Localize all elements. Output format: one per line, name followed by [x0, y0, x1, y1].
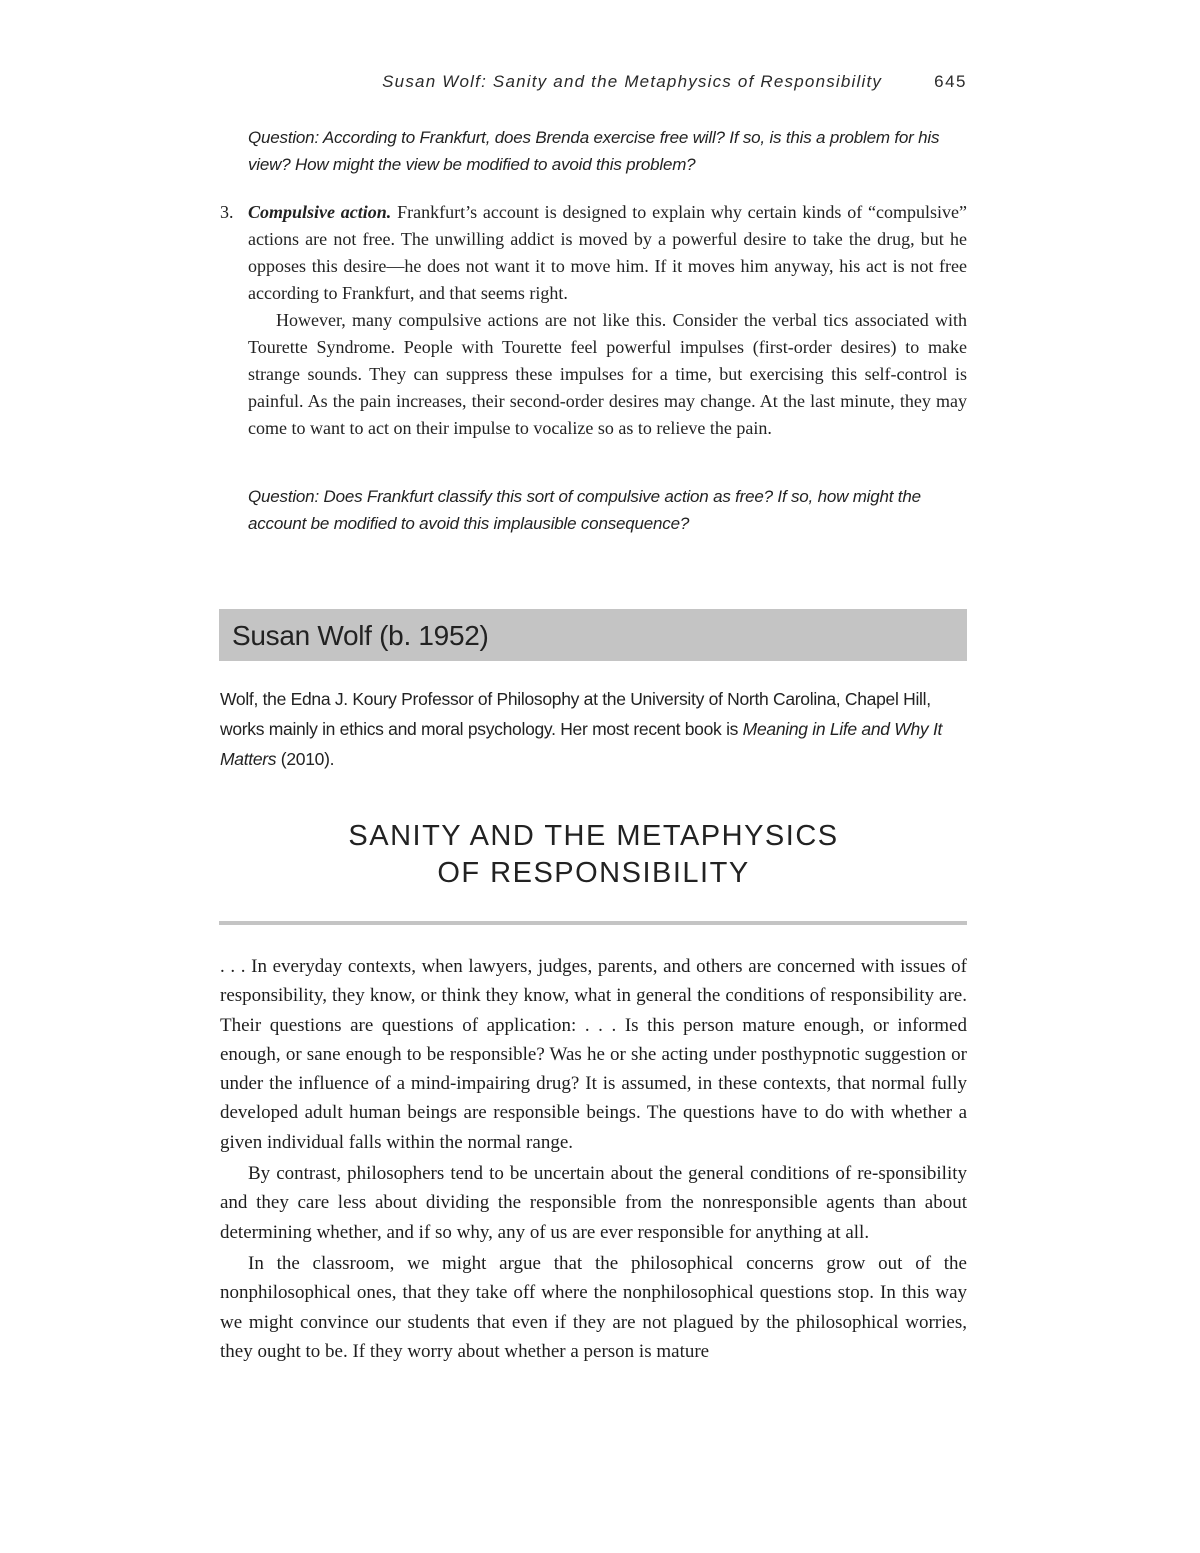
title-divider: [219, 921, 967, 925]
essay-title: [220, 818, 967, 892]
item-paragraph-1-text: Frankfurt’s account is designed to explain why certain kinds of “compulsive” actions are not free. The unwilling addict is moved by a powerful desire to take the drug, but he opposes this desire—he does not want it to move him. If it moves him anyway, his act is not free according to Frankfurt, and that seems right.: [248, 202, 968, 303]
essay-title-line-1: SANITY AND THE METAPHYSICS: [348, 820, 839, 852]
essay-title-line-2: OF RESPONSIBILITY: [437, 857, 750, 889]
book-title: Meaning in Life and Why It Matters: [220, 719, 943, 769]
author-heading: Susan Wolf (b. 1952): [232, 620, 489, 651]
essay-paragraph: In the classroom, we might argue that the philosophical concerns grow out of the nonphilosophical ones, that they take off where the nonphilosophical questions stop. In this way we might convince our students that even if they are not plagued by the philosophical worries, they ought to be. If they worry about whether a person is mature: [220, 1252, 967, 1362]
item-body: [248, 199, 967, 442]
item-lead: Compulsive action.: [248, 202, 392, 222]
running-title: Susan Wolf: Sanity and the Metaphysics of Responsibility: [382, 72, 883, 91]
bio-text-1: Wolf, the Edna J. Koury Professor of Philosophy at the University of North Carolina, Chapel Hill, works mainly in ethics and moral psychology. Her most recent book is: [220, 689, 931, 739]
item-paragraph: [248, 199, 967, 307]
question-brenda: Question: According to Frankfurt, does Brenda exercise free will? If so, is this a problem for his view? How might the view be modified to avoid this problem?: [248, 128, 940, 174]
essay-paragraph: . . . In everyday contexts, when lawyers, judges, parents, and others are concerned with issues of responsibility, they know, or think they know, what in general the conditions of responsibility are. Their questions are questions of application: . . . Is this person mature enough, or informed enough, or sane enough to be responsible? Was he or she acting under posthypnotic suggestion or under the influence of a mind-impairing drug? It is assumed, in these contexts, that normal fully developed adult human beings are responsible beings. The questions have to do with whether a given individual falls within the normal range.: [220, 956, 967, 1153]
item-number: 3.: [220, 202, 234, 222]
bio-text-2: (2010).: [276, 749, 335, 769]
author-bio: [220, 684, 967, 774]
essay-body: [220, 952, 967, 1368]
essay-paragraph: By contrast, philosophers tend to be uncertain about the general conditions of re-sponsibility and they care less about dividing the responsible from the nonresponsible agents than about determining whether, and if so why, any of us are ever responsible for anything at all.: [220, 1163, 967, 1243]
page-number: 645: [934, 72, 967, 91]
numbered-item-3: [220, 199, 967, 442]
author-heading-bar: [219, 609, 967, 661]
item-paragraph-2: However, many compulsive actions are not like this. Consider the verbal tics associated with Tourette Syndrome. People with Tourette feel powerful impulses (first-order desires) to make strange sounds. They can suppress these impulses for a time, but exercising this self-control is painful. As the pain increases, their second-order desires may change. At the last minute, they may come to want to act on their impulse to vocalize so as to relieve the pain.: [248, 310, 967, 438]
running-head: [220, 72, 967, 92]
question-compulsive: Question: Does Frankfurt classify this sort of compulsive action as free? If so, how might the account be modified to avoid this implausible consequence?: [248, 487, 921, 533]
